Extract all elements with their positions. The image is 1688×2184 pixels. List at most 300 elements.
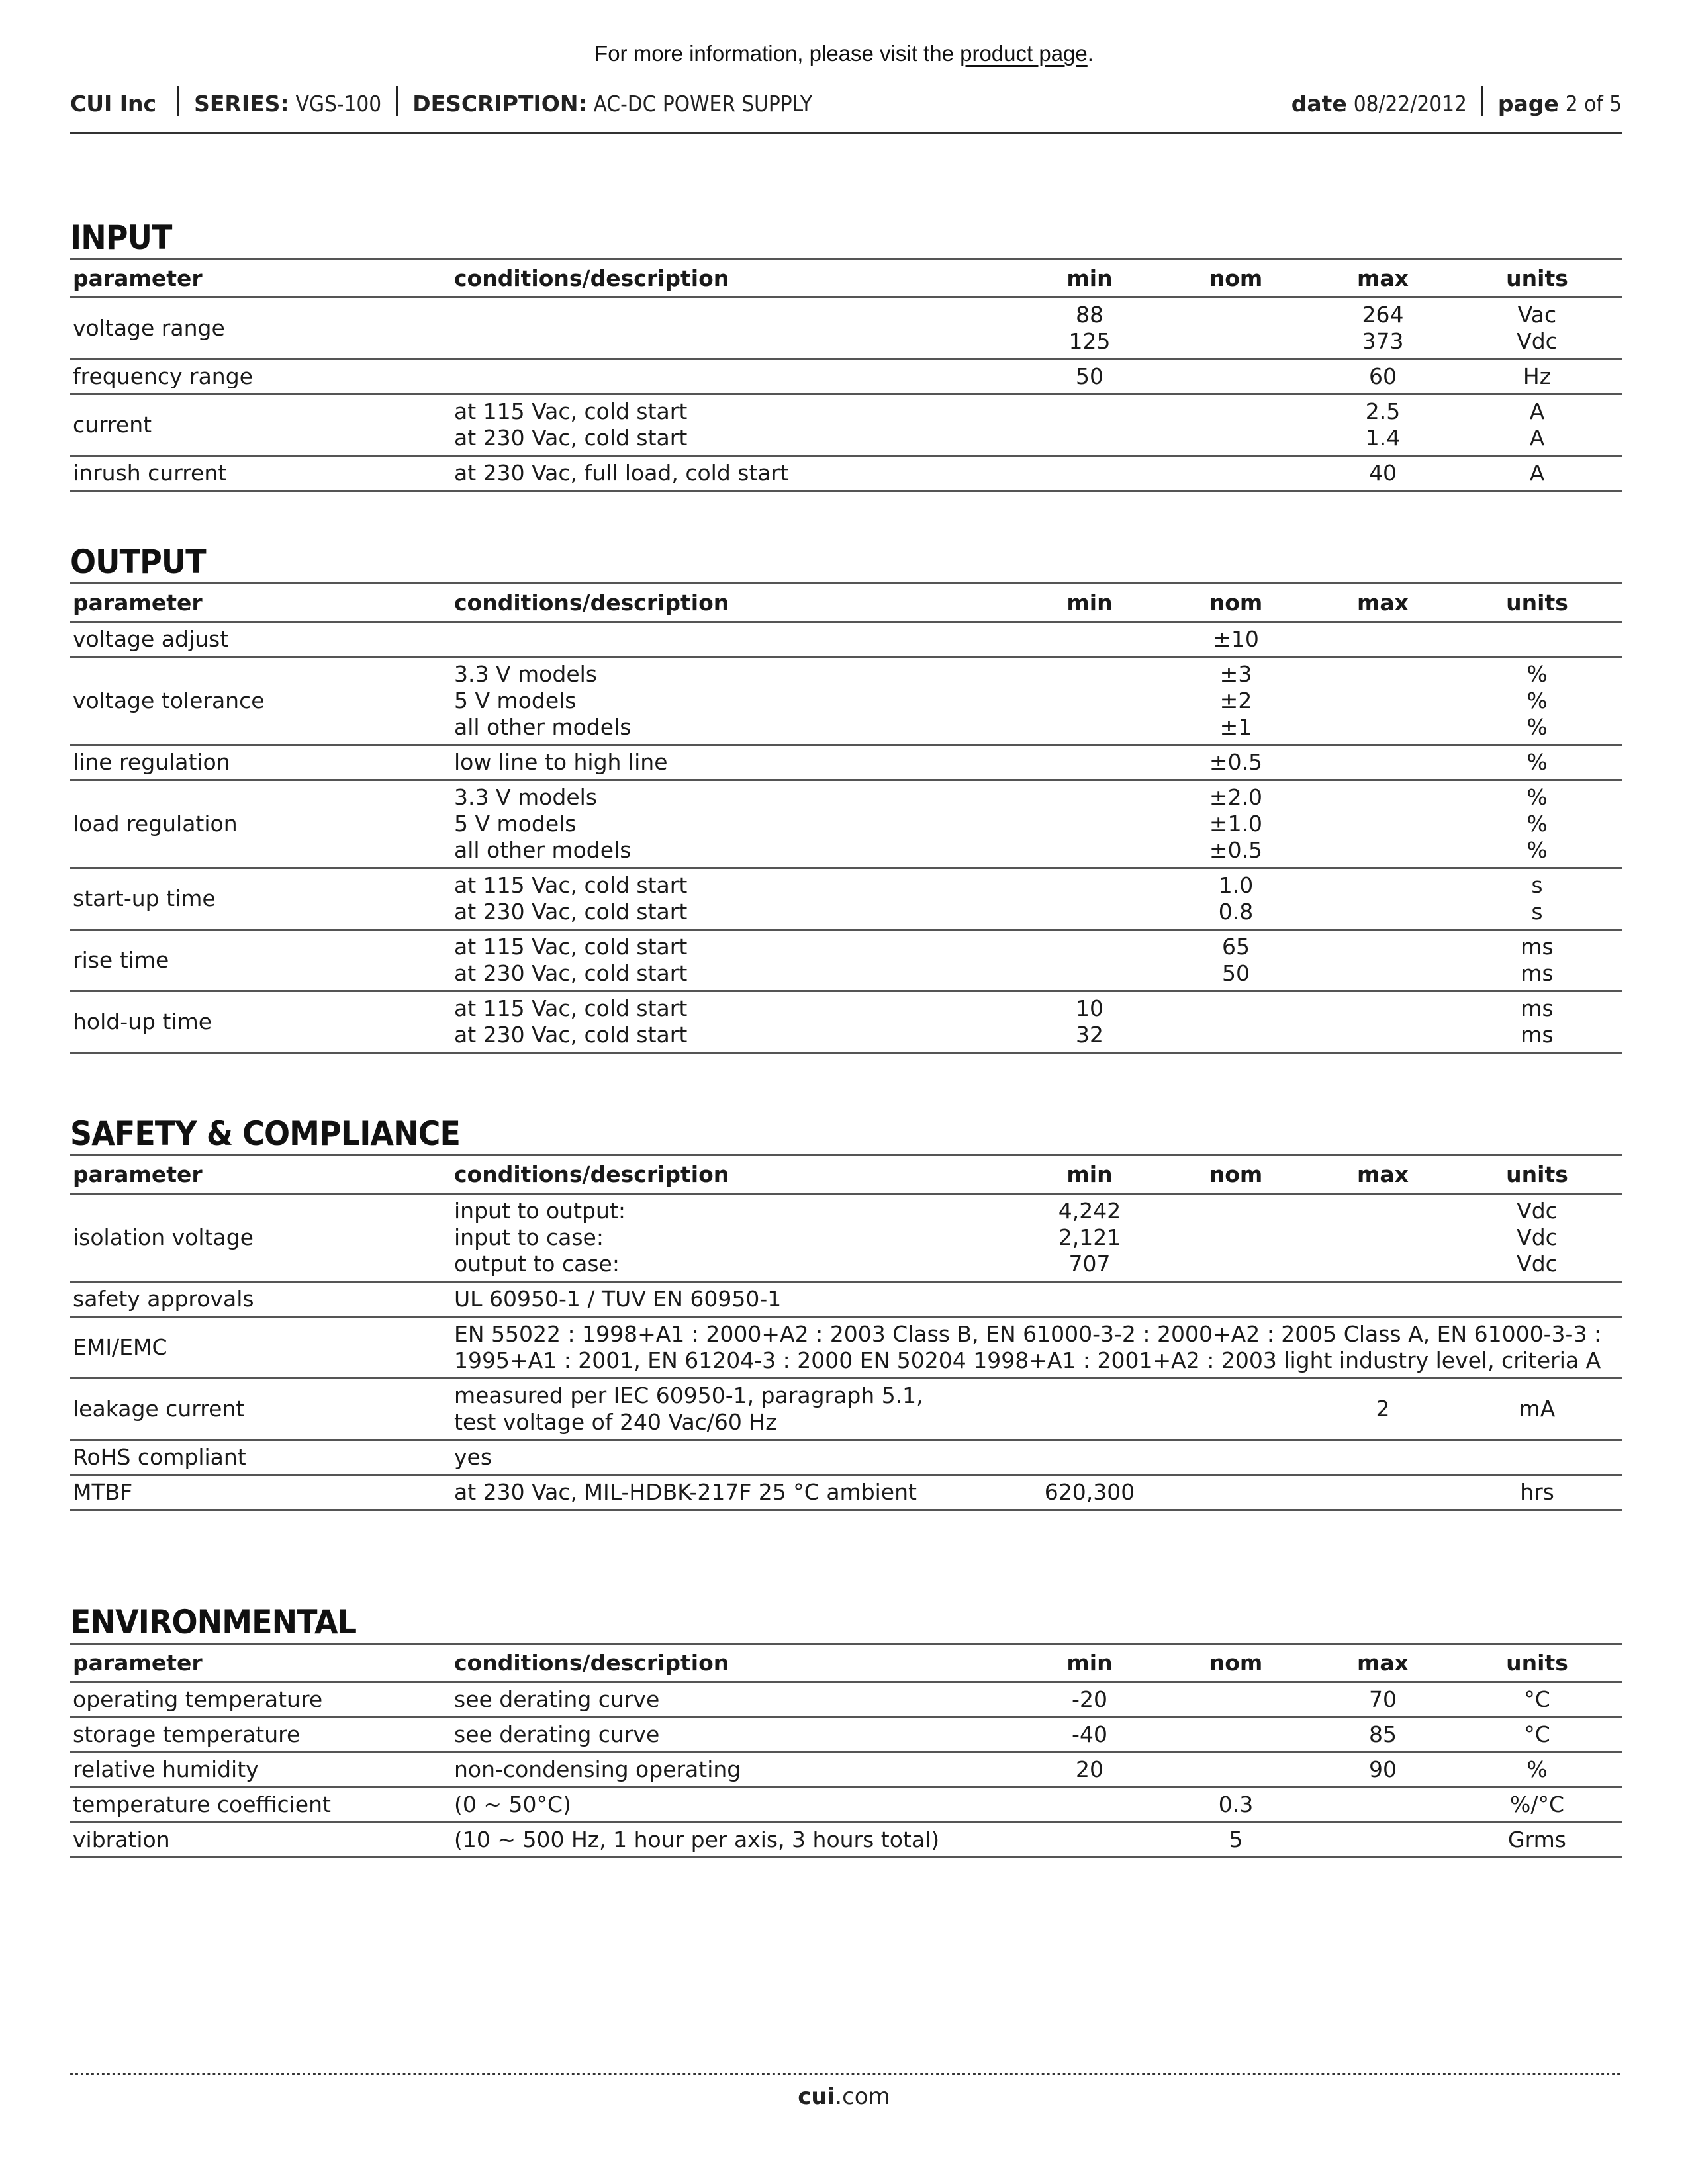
table-row [70,868,1622,930]
table-row [70,1194,1622,1282]
min-cell [1021,657,1158,745]
conditions-cell [451,359,1021,394]
conditions-value: see derating curve [454,1686,660,1712]
min-cell [1021,930,1158,991]
page-label: page [1497,90,1559,116]
max-value: 264 [1362,302,1404,328]
nom-value: 0.8 [1218,899,1254,925]
min-value [1023,811,1156,837]
top-note-suffix: . [1087,41,1094,66]
max-cell [1313,1823,1452,1858]
max-cell [1313,622,1452,657]
max-cell [1313,930,1452,991]
nom-value: ±10 [1213,626,1259,652]
nom-cell [1158,1475,1313,1510]
parameter-cell: start-up time [70,868,451,930]
table-row [70,1823,1622,1858]
table-row [70,1282,1622,1317]
units-value: % [1526,661,1548,687]
max-value [1316,811,1450,837]
table-row [70,1317,1622,1379]
min-cell [1021,1752,1158,1788]
conditions-value: at 230 Vac, cold start [454,425,688,451]
nom-value: ±1 [1219,714,1252,740]
min-cell [1021,1379,1158,1440]
conditions-value: at 230 Vac, cold start [454,1022,688,1048]
column-header: conditions/description [451,259,1021,298]
parameter-cell: voltage tolerance [70,657,451,745]
max-value [1316,1009,1450,1035]
parameter-cell: MTBF [70,1475,451,1510]
table-row [70,1717,1622,1752]
units-cell [1452,657,1622,745]
table-row [70,930,1622,991]
units-value: A [1529,398,1545,424]
column-header: parameter [70,584,451,622]
max-cell [1313,1475,1452,1510]
conditions-cell [451,1823,1021,1858]
units-value: ms [1521,1022,1554,1048]
parameter-cell: operating temperature [70,1682,451,1717]
conditions-value [454,315,1018,341]
max-value: 40 [1369,460,1397,486]
units-value: °C [1524,1721,1550,1747]
description-cell: yes [451,1440,1622,1475]
nom-value: ±2.0 [1209,784,1263,810]
units-cell [1452,1379,1622,1440]
units-value: A [1529,425,1545,451]
units-value: Vdc [1517,1251,1558,1277]
parameter-cell: hold-up time [70,991,451,1053]
nom-value [1161,1479,1311,1506]
conditions-value: 3.3 V models [454,661,597,687]
description-label: DESCRIPTION: [412,90,587,116]
table-row [70,780,1622,868]
units-value: % [1526,784,1548,810]
units-cell [1452,394,1622,456]
column-header: min [1021,259,1158,298]
parameter-cell: RoHS compliant [70,1440,451,1475]
max-value: 2.5 [1365,398,1401,424]
conditions-value: (10 ~ 500 Hz, 1 hour per axis, 3 hours total) [454,1827,940,1852]
units-value: % [1526,749,1548,775]
column-header: units [1452,584,1622,622]
conditions-value: (0 ~ 50°C) [454,1792,571,1817]
table-row [70,1682,1622,1717]
description-cell: UL 60950-1 / TUV EN 60950-1 [451,1282,1622,1317]
column-header: parameter [70,1156,451,1194]
header-divider [177,86,179,116]
conditions-cell [451,394,1021,456]
max-value [1316,947,1450,974]
column-header: min [1021,1644,1158,1682]
units-cell [1452,780,1622,868]
units-cell [1452,298,1622,359]
column-header: max [1313,1644,1452,1682]
conditions-value: at 115 Vac, cold start [454,934,688,960]
units-value [1455,626,1619,653]
table-row [70,359,1622,394]
nom-value [1161,363,1311,390]
conditions-value: at 115 Vac, cold start [454,398,688,424]
max-cell [1313,780,1452,868]
min-cell [1021,394,1158,456]
footer [0,2083,1688,2110]
max-value: 85 [1369,1721,1397,1747]
min-cell [1021,868,1158,930]
safety-table [70,1154,1622,1511]
conditions-value: all other models [454,837,632,863]
series-value: VGS-100 [295,90,382,116]
table-row [70,1440,1622,1475]
units-value: % [1526,811,1548,837]
min-cell [1021,456,1158,491]
conditions-value: test voltage of 240 Vac/60 Hz [454,1409,777,1435]
nom-cell [1158,930,1313,991]
conditions-cell [451,298,1021,359]
conditions-cell [451,1194,1021,1282]
table-row [70,1475,1622,1510]
max-cell [1313,394,1452,456]
conditions-value [454,626,1018,653]
conditions-cell [451,1682,1021,1717]
nom-cell [1158,456,1313,491]
units-value: s [1531,872,1543,898]
conditions-cell [451,745,1021,780]
column-header: min [1021,584,1158,622]
min-value: 2,121 [1058,1224,1121,1250]
nom-value: 50 [1222,960,1250,986]
nom-value: 0.3 [1218,1792,1254,1817]
min-value [1023,1792,1156,1818]
conditions-cell [451,780,1021,868]
table-row [70,298,1622,359]
units-cell [1452,1194,1622,1282]
max-cell [1313,1717,1452,1752]
parameter-cell: inrush current [70,456,451,491]
parameter-cell: current [70,394,451,456]
min-value: 4,242 [1058,1198,1121,1224]
nom-value: 1.0 [1218,872,1254,898]
top-note [0,41,1688,66]
safety-title: SAFETY & COMPLIANCE [70,1115,461,1153]
max-cell [1313,1752,1452,1788]
min-value: 20 [1076,1756,1103,1782]
units-value: ms [1521,960,1554,986]
units-value: Vdc [1517,1224,1558,1250]
nom-cell [1158,394,1313,456]
nom-cell [1158,745,1313,780]
column-header: max [1313,584,1452,622]
column-header: nom [1158,259,1313,298]
min-value [1023,886,1156,912]
column-header: max [1313,259,1452,298]
min-value [1023,626,1156,653]
conditions-value: at 230 Vac, cold start [454,960,688,986]
parameter-cell: leakage current [70,1379,451,1440]
parameter-cell: voltage range [70,298,451,359]
conditions-value: measured per IEC 60950-1, paragraph 5.1, [454,1383,923,1408]
min-value: 50 [1076,363,1103,389]
max-cell [1313,298,1452,359]
max-value: 2 [1376,1396,1390,1422]
column-header: units [1452,259,1622,298]
units-value: %/°C [1509,1792,1565,1817]
conditions-cell [451,456,1021,491]
max-cell [1313,868,1452,930]
nom-cell [1158,1379,1313,1440]
max-value [1316,1479,1450,1506]
max-cell [1313,456,1452,491]
units-cell [1452,930,1622,991]
nom-value [1161,412,1311,438]
units-value: % [1526,1756,1548,1782]
nom-cell [1158,780,1313,868]
conditions-value: at 115 Vac, cold start [454,995,688,1021]
nom-value [1161,1224,1311,1251]
input-table [70,258,1622,492]
table-row [70,394,1622,456]
description-cell: EN 55022 : 1998+A1 : 2000+A2 : 2003 Class B, EN 61000-3-2 : 2000+A2 : 2005 Class A, EN 61000-3-3 : 1995+A1 : 2001, EN 61204-3 : 2000 EN 50204 1998+A1 : 2001+A2 : 2003 light industry level, criteria A [451,1317,1622,1379]
max-value: 373 [1362,328,1404,354]
min-cell [1021,991,1158,1053]
nom-value [1161,315,1311,341]
nom-value: 65 [1222,934,1250,960]
max-value: 1.4 [1365,425,1401,451]
nom-cell [1158,1788,1313,1823]
parameter-cell: vibration [70,1823,451,1858]
nom-value: ±1.0 [1209,811,1263,837]
min-value: 10 [1076,995,1103,1021]
column-header: conditions/description [451,1644,1021,1682]
nom-cell [1158,991,1313,1053]
units-value: s [1531,899,1543,925]
units-value: % [1526,714,1548,740]
nom-value [1161,1009,1311,1035]
units-value: % [1526,688,1548,713]
units-cell [1452,745,1622,780]
max-value: 60 [1369,363,1397,389]
top-note-text: For more information, please visit the [594,41,961,66]
conditions-value: 5 V models [454,811,577,837]
column-header: conditions/description [451,1156,1021,1194]
conditions-cell [451,1788,1021,1823]
nom-value [1161,460,1311,486]
min-value: 32 [1076,1022,1103,1048]
series-label: SERIES: [194,90,289,116]
footer-brand: cui [798,2083,835,2110]
conditions-cell [451,1475,1021,1510]
units-value: A [1529,460,1545,486]
company-name: CUI Inc [70,90,157,116]
units-cell [1452,1475,1622,1510]
units-value: Hz [1523,363,1552,389]
nom-value [1161,1686,1311,1713]
min-value: 707 [1068,1251,1111,1277]
conditions-cell [451,868,1021,930]
nom-value [1161,1396,1311,1422]
max-cell [1313,745,1452,780]
max-cell [1313,1194,1452,1282]
parameter-cell: voltage adjust [70,622,451,657]
conditions-cell [451,991,1021,1053]
min-cell [1021,745,1158,780]
min-value: 125 [1068,328,1111,354]
nom-cell [1158,657,1313,745]
output-title: OUTPUT [70,543,206,581]
conditions-value: non-condensing operating [454,1756,741,1782]
conditions-value: at 230 Vac, cold start [454,899,688,925]
conditions-cell [451,1717,1021,1752]
parameter-cell: relative humidity [70,1752,451,1788]
max-value: 70 [1369,1686,1397,1712]
table-row [70,456,1622,491]
table-row [70,657,1622,745]
column-header: nom [1158,1644,1313,1682]
nom-value: ±2 [1219,688,1252,713]
min-value [1023,412,1156,438]
safety-section [70,1113,1622,1511]
nom-value: ±0.5 [1209,837,1263,863]
units-cell [1452,1717,1622,1752]
column-header: min [1021,1156,1158,1194]
column-header: max [1313,1156,1452,1194]
nom-cell [1158,359,1313,394]
parameter-cell: temperature coefficient [70,1788,451,1823]
header-divider [1481,86,1483,116]
units-value: Vac [1517,302,1557,328]
units-value: Vdc [1517,328,1558,354]
min-cell [1021,1717,1158,1752]
units-cell [1452,622,1622,657]
column-header: parameter [70,1644,451,1682]
min-value: -20 [1072,1686,1107,1712]
min-value [1023,749,1156,776]
conditions-value: at 230 Vac, full load, cold start [454,460,789,486]
min-value: 620,300 [1044,1479,1135,1505]
max-cell [1313,1788,1452,1823]
footer-domain: .com [835,2083,890,2110]
conditions-value: input to case: [454,1224,604,1250]
units-value: ms [1521,934,1554,960]
output-section [70,541,1622,1054]
max-cell [1313,991,1452,1053]
environmental-section [70,1602,1622,1858]
max-value: 90 [1369,1756,1397,1782]
parameter-cell: storage temperature [70,1717,451,1752]
column-header: nom [1158,584,1313,622]
conditions-cell [451,622,1021,657]
parameter-cell: isolation voltage [70,1194,451,1282]
table-row [70,1752,1622,1788]
conditions-value: 3.3 V models [454,784,597,810]
nom-cell [1158,1194,1313,1282]
min-cell [1021,780,1158,868]
min-cell [1021,298,1158,359]
conditions-value: all other models [454,714,632,740]
min-value [1023,1827,1156,1853]
nom-cell [1158,622,1313,657]
units-cell [1452,359,1622,394]
document-header [70,86,1622,134]
units-cell [1452,456,1622,491]
input-section [70,217,1622,492]
table-row [70,991,1622,1053]
units-value: hrs [1520,1479,1554,1505]
units-cell [1452,991,1622,1053]
nom-cell [1158,298,1313,359]
min-cell [1021,359,1158,394]
max-cell [1313,359,1452,394]
units-value: Grms [1508,1827,1566,1852]
max-value [1316,886,1450,912]
units-value: Vdc [1517,1198,1558,1224]
nom-value: ±3 [1219,661,1252,687]
max-value [1316,749,1450,776]
column-header: parameter [70,259,451,298]
page-value: 2 of 5 [1565,90,1622,116]
table-row [70,1379,1622,1440]
nom-cell [1158,1752,1313,1788]
units-cell [1452,1788,1622,1823]
min-value [1023,947,1156,974]
min-cell [1021,622,1158,657]
conditions-value [454,363,1018,390]
min-value: 88 [1076,302,1103,328]
conditions-cell [451,1752,1021,1788]
column-header: units [1452,1644,1622,1682]
table-row [70,745,1622,780]
conditions-value: at 230 Vac, MIL-HDBK-217F 25 °C ambient [454,1479,917,1505]
nom-cell [1158,1682,1313,1717]
conditions-value: 5 V models [454,688,577,713]
min-cell [1021,1475,1158,1510]
max-value [1316,1792,1450,1818]
nom-value: 5 [1229,1827,1243,1852]
min-value: -40 [1072,1721,1107,1747]
nom-cell [1158,1823,1313,1858]
table-row [70,1788,1622,1823]
conditions-value: see derating curve [454,1721,660,1747]
header-divider [396,86,398,116]
conditions-cell [451,657,1021,745]
environmental-title: ENVIRONMENTAL [70,1603,357,1641]
column-header: units [1452,1156,1622,1194]
parameter-cell: frequency range [70,359,451,394]
parameter-cell: EMI/EMC [70,1317,451,1379]
units-value: °C [1524,1686,1550,1712]
units-cell [1452,1752,1622,1788]
product-page-link[interactable]: product page [960,41,1088,66]
min-value [1023,460,1156,486]
column-header: nom [1158,1156,1313,1194]
max-cell [1313,1379,1452,1440]
max-cell [1313,1682,1452,1717]
units-cell [1452,1823,1622,1858]
table-row [70,622,1622,657]
environmental-table [70,1643,1622,1858]
max-value [1316,688,1450,714]
date-label: date [1291,90,1347,116]
conditions-cell [451,930,1021,991]
date-value: 08/22/2012 [1353,90,1467,116]
max-value [1316,626,1450,653]
max-value [1316,1224,1450,1251]
units-cell [1452,1682,1622,1717]
min-cell [1021,1682,1158,1717]
footer-divider [70,2073,1622,2075]
nom-value [1161,1721,1311,1748]
